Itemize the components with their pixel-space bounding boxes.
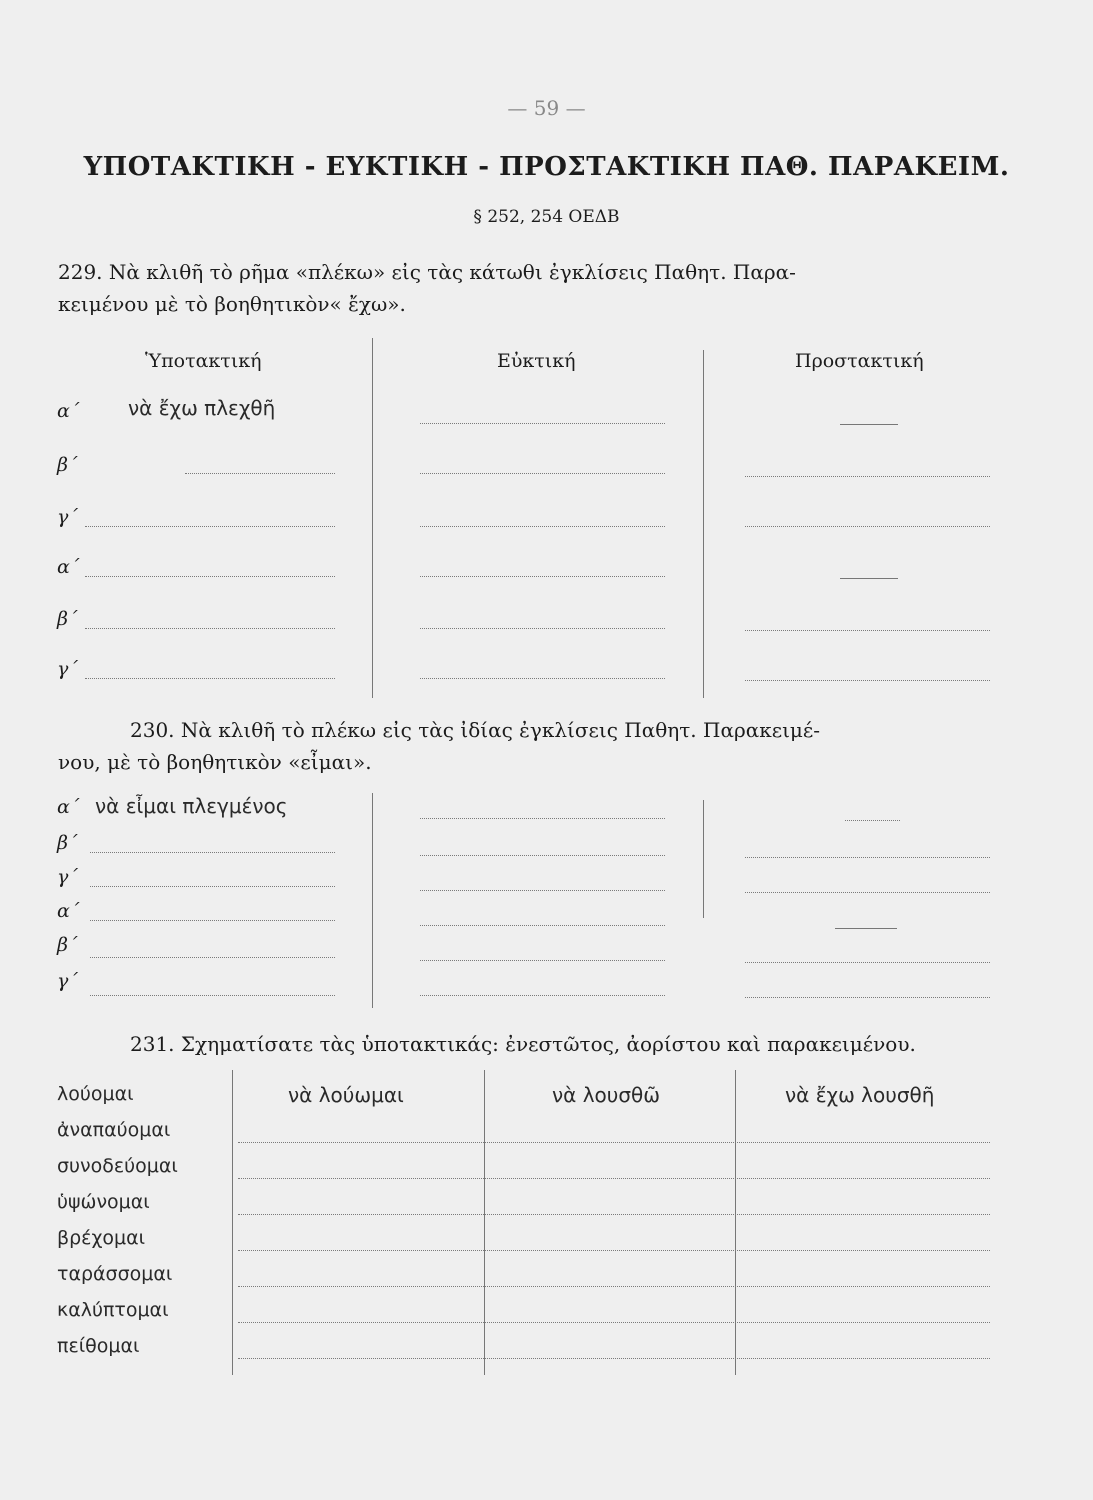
blank-dash: [845, 820, 900, 821]
answer-line: [745, 526, 990, 527]
column-divider: [484, 1070, 485, 1375]
answer-line: [90, 886, 335, 887]
verb-item: ἀναπαύομαι: [57, 1119, 171, 1141]
answer-line: [420, 995, 665, 996]
answer-line: [90, 995, 335, 996]
row-label: γ΄: [57, 866, 78, 888]
answer-line: [420, 855, 665, 856]
answer-line: [238, 1214, 990, 1215]
page-title: ΥΠΟΤΑΚΤΙΚΗ - ΕΥΚΤΙΚΗ - ΠΡΟΣΤΑΚΤΙΚΗ ΠΑΘ. ΠΑΡΑΚΕΙΜ.: [83, 152, 1010, 182]
answer-line: [238, 1358, 990, 1359]
blank-dash: [840, 424, 898, 425]
answer-line: [238, 1250, 990, 1251]
answer-line: [185, 473, 335, 474]
verb-item: συνοδεύομαι: [57, 1155, 178, 1177]
answer-line: [238, 1286, 990, 1287]
row-label: β΄: [57, 832, 78, 854]
answer-line: [420, 818, 665, 819]
row-label: γ΄: [57, 506, 78, 528]
column-divider: [372, 338, 373, 698]
answer-line: [745, 997, 990, 998]
row-label: α΄: [57, 900, 80, 922]
exercise-231-instruction: 231. Σχηματίσατε τὰς ὑποτακτικάς: ἐνεστῶτος, ἀορίστου καὶ παρακειμένου.: [130, 1032, 916, 1056]
blank-dash: [835, 928, 897, 929]
column-header-optative: Εὐκτική: [497, 350, 576, 372]
handwritten-answer: νὰ ἔχω πλεχθῆ: [128, 396, 276, 420]
answer-line: [420, 925, 665, 926]
column-header-imperative: Προστακτική: [795, 350, 924, 372]
exercise-230-instruction-line1: 230. Νὰ κλιθῆ τὸ πλέκω εἰς τὰς ἰδίας ἐγκλίσεις Παθητ. Παρακειμέ-: [130, 718, 821, 742]
row-label: α΄: [57, 400, 80, 422]
answer-line: [745, 630, 990, 631]
verb-item: ὑψώνομαι: [57, 1191, 150, 1213]
answer-line: [85, 576, 335, 577]
row-label: α΄: [57, 796, 80, 818]
column-divider: [232, 1070, 233, 1375]
column-divider: [703, 800, 704, 918]
exercise-230-instruction-line2: νου, μὲ τὸ βοηθητικὸν «εἶμαι».: [58, 750, 372, 774]
row-label: γ΄: [57, 970, 78, 992]
answer-line: [745, 892, 990, 893]
answer-line: [85, 678, 335, 679]
answer-line: [420, 890, 665, 891]
row-label: β΄: [57, 608, 78, 630]
verb-item: ταράσσομαι: [57, 1263, 173, 1285]
answer-line: [85, 628, 335, 629]
row-label: β΄: [57, 934, 78, 956]
answer-line: [745, 962, 990, 963]
answer-line: [90, 957, 335, 958]
column-divider: [703, 350, 704, 698]
row-label: α΄: [57, 556, 80, 578]
answer-line: [420, 960, 665, 961]
exercise-229-instruction-line1: 229. Νὰ κλιθῆ τὸ ρῆμα «πλέκω» εἰς τὰς κάτωθι ἐγκλίσεις Παθητ. Παρα-: [58, 260, 796, 284]
column-divider: [372, 793, 373, 1008]
handwritten-answer: νὰ λούωμαι: [288, 1083, 404, 1107]
answer-line: [420, 526, 665, 527]
handwritten-answer: νὰ ἔχω λουσθῆ: [785, 1083, 935, 1107]
row-label: γ΄: [57, 658, 78, 680]
answer-line: [238, 1322, 990, 1323]
answer-line: [420, 423, 665, 424]
verb-item: πείθομαι: [57, 1335, 140, 1357]
answer-line: [745, 680, 990, 681]
verb-item: λούομαι: [57, 1083, 134, 1105]
grammar-reference: § 252, 254 ΟΕΔΒ: [473, 207, 620, 227]
verb-item: καλύπτομαι: [57, 1299, 169, 1321]
blank-dash: [840, 578, 898, 579]
answer-line: [238, 1142, 990, 1143]
handwritten-answer: νὰ εἶμαι πλεγμένος: [95, 794, 288, 818]
answer-line: [90, 920, 335, 921]
answer-line: [90, 852, 335, 853]
answer-line: [238, 1178, 990, 1179]
exercise-229-instruction-line2: κειμένου μὲ τὸ βοηθητικὸν« ἔχω».: [58, 292, 406, 316]
column-divider: [735, 1070, 736, 1375]
answer-line: [420, 678, 665, 679]
answer-line: [85, 526, 335, 527]
answer-line: [420, 628, 665, 629]
answer-line: [420, 473, 665, 474]
verb-item: βρέχομαι: [57, 1227, 146, 1249]
handwritten-answer: νὰ λουσθῶ: [552, 1083, 661, 1107]
answer-line: [745, 857, 990, 858]
answer-line: [420, 576, 665, 577]
page-number: — 59 —: [507, 96, 586, 120]
column-header-subjunctive: Ὑποτακτική: [145, 350, 262, 372]
row-label: β΄: [57, 454, 78, 476]
answer-line: [745, 476, 990, 477]
